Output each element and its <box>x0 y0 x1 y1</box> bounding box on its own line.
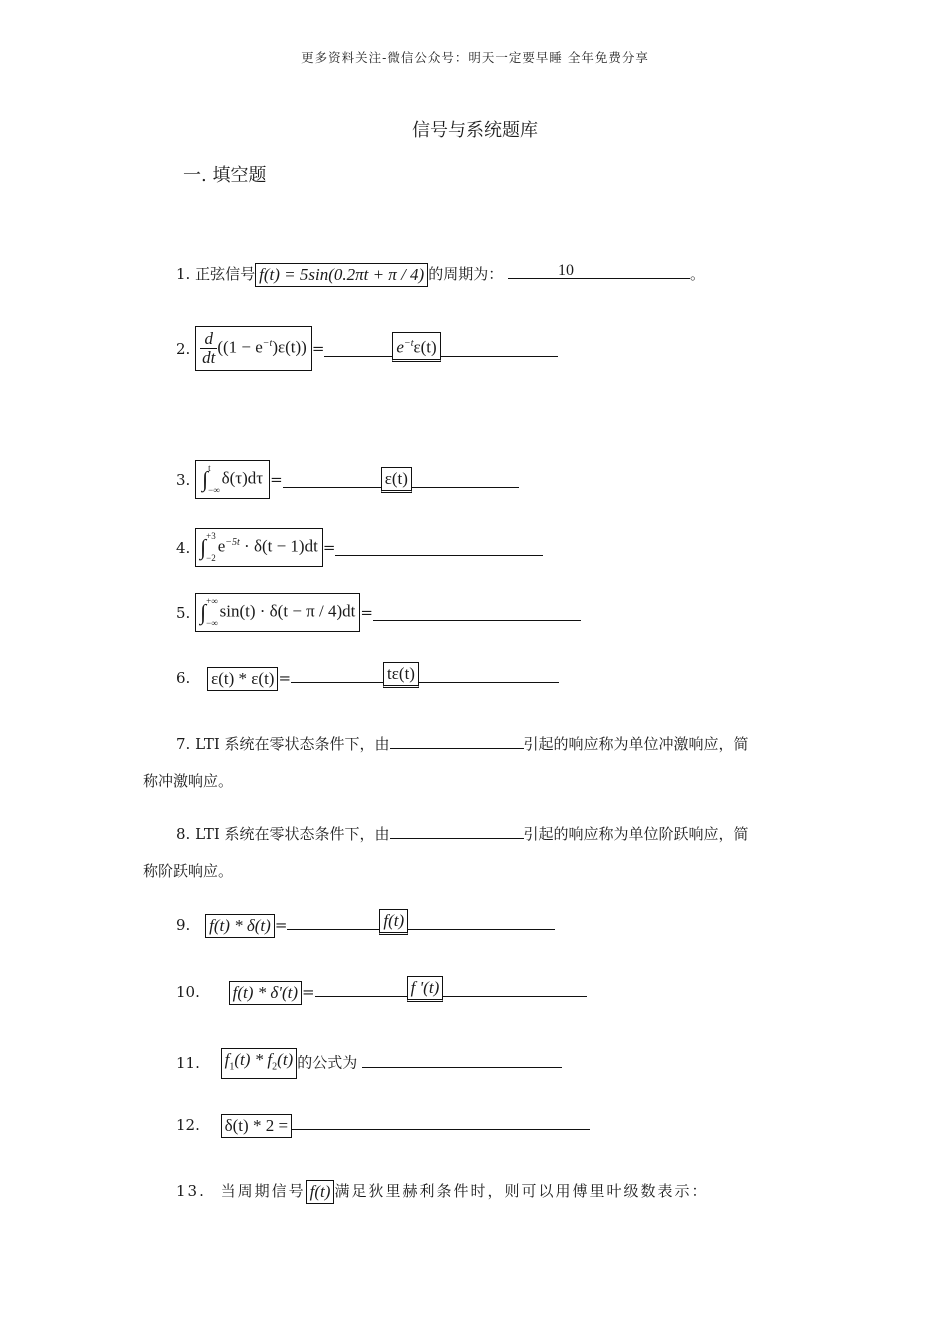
question-8-continuation: 称阶跃响应。 <box>143 862 234 880</box>
question-1 <box>176 262 705 287</box>
question-number: 9. <box>176 916 191 934</box>
answer-blank[interactable] <box>292 1113 590 1130</box>
question-text: 引起的响应称为单位阶跃响应，简 <box>523 825 749 843</box>
formula-box: f(t) = 5sin(0.2πt + π / 4) <box>255 263 428 287</box>
formula-box: ∫ +∞ −∞ sin(t) · δ(t − π / 4)dt <box>195 593 360 632</box>
answer-box: ε(t) <box>381 467 412 493</box>
question-text: 。 <box>690 265 706 283</box>
question-text: 的周期为： <box>428 265 504 283</box>
answer-blank[interactable] <box>291 666 559 683</box>
answer-blank[interactable] <box>373 604 581 621</box>
answer-blank[interactable] <box>335 539 543 556</box>
answer-box: tε(t) <box>383 662 419 688</box>
answer-blank[interactable] <box>390 822 524 839</box>
question-text: 满足狄里赫利条件时，则可以用傅里叶级数表示： <box>334 1182 709 1200</box>
question-5 <box>176 593 581 632</box>
question-4 <box>176 528 543 567</box>
formula-box: f(t) * δ'(t) <box>229 981 302 1005</box>
formula-box: δ(t) * 2 = <box>221 1114 292 1138</box>
question-7 <box>176 732 749 755</box>
question-number: 13. <box>176 1182 206 1200</box>
equals-sign: = <box>274 916 288 934</box>
formula-box: $\frac{d}{dt}$ $((1 - e^{-t})\varepsilon(t))$ <box>195 326 312 371</box>
formula-box: f(t) <box>306 1180 335 1204</box>
question-text: 引起的响应称为单位冲激响应，简 <box>523 735 749 753</box>
question-2 <box>176 326 558 371</box>
question-8 <box>176 822 749 845</box>
answer-text: 10 <box>558 262 575 279</box>
formula-box: $f_1(t) * f_2(t)$ <box>221 1048 298 1079</box>
question-7-continuation: 称冲激响应。 <box>143 772 234 790</box>
equals-sign: = <box>302 983 315 1001</box>
formula-box: ε(t) * ε(t) <box>207 667 278 691</box>
equals-sign: = <box>270 470 283 489</box>
question-11 <box>176 1048 562 1079</box>
equals-sign: = <box>322 538 336 557</box>
formula-box: f(t) * δ(t) <box>205 914 275 938</box>
question-number: 12. <box>176 1116 200 1134</box>
question-text: 的公式为 <box>297 1053 358 1072</box>
equals-sign: = <box>360 603 373 622</box>
question-number: 10. <box>176 983 200 1001</box>
question-text: LTI 系统在零状态条件下，由 <box>195 735 390 753</box>
answer-blank[interactable] <box>324 340 558 357</box>
question-number: 4. <box>176 538 191 557</box>
answer-blank[interactable] <box>390 732 524 749</box>
question-number: 2. <box>176 339 191 358</box>
question-10 <box>176 980 587 1005</box>
answer-box: f(t) <box>379 909 408 935</box>
answer-box: f '(t) <box>407 976 444 1002</box>
answer-blank[interactable] <box>287 913 555 930</box>
question-number: 6. <box>176 669 191 687</box>
answer-blank[interactable] <box>315 980 587 997</box>
answer-blank[interactable] <box>362 1051 562 1068</box>
equals-sign: = <box>278 669 292 687</box>
question-number: 11. <box>176 1053 200 1072</box>
question-text: LTI 系统在零状态条件下，由 <box>195 825 390 843</box>
question-6 <box>176 666 559 691</box>
question-number: 7. <box>176 735 191 753</box>
question-text: 当周期信号 <box>220 1182 306 1200</box>
question-number: 5. <box>176 603 191 622</box>
question-number: 1. <box>176 265 191 283</box>
question-12 <box>176 1113 590 1138</box>
question-13 <box>176 1180 708 1204</box>
equals-sign: = <box>311 339 325 358</box>
document-title: 信号与系统题库 <box>412 120 538 141</box>
question-number: 3. <box>176 470 191 489</box>
question-number: 8. <box>176 825 191 843</box>
answer-blank[interactable] <box>508 262 690 279</box>
formula-box: ∫ +3 −2 $e^{-5t} \cdot \delta(t - 1)dt$ <box>195 528 323 567</box>
answer-blank[interactable] <box>283 471 519 488</box>
formula-box: ∫ t −∞ δ(τ)dτ <box>195 460 270 499</box>
question-text: 正弦信号 <box>195 265 256 283</box>
answer-box: $e^{-t}\varepsilon(t)$ <box>392 332 440 362</box>
question-9 <box>176 913 555 938</box>
header-note: 更多资料关注-微信公众号：明天一定要早睡 全年免费分享 <box>301 50 649 65</box>
section-title: 一. 填空题 <box>183 165 267 186</box>
question-3 <box>176 460 519 499</box>
